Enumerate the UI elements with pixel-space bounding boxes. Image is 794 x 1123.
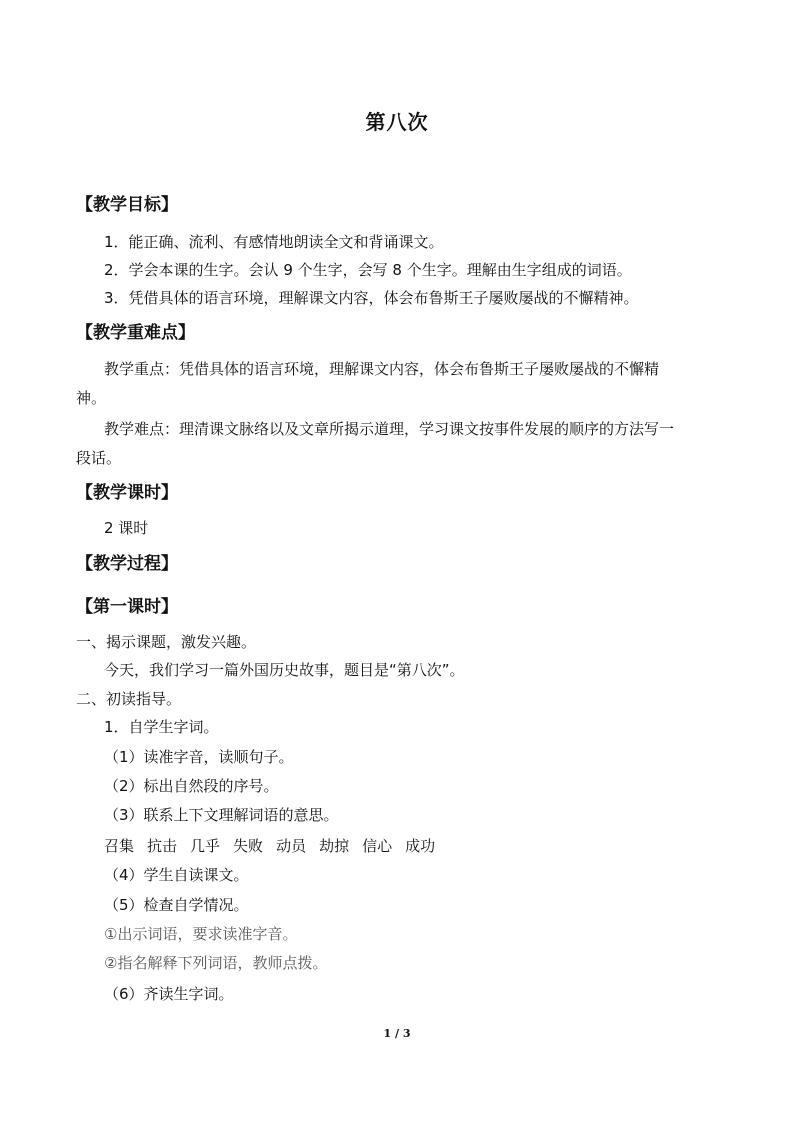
word-list xyxy=(104,836,435,856)
vocab-word: 劫掠 xyxy=(319,837,350,855)
circled-item: ①出示词语，要求读准字音。 xyxy=(104,925,298,943)
vocab-word: 信心 xyxy=(362,837,393,855)
page-title: 第八次 xyxy=(365,110,429,134)
sub-item: （6）齐读生字词。 xyxy=(104,985,234,1003)
sub-step: 1．自学生字词。 xyxy=(104,718,219,736)
section-heading-hours: 【教学课时】 xyxy=(76,483,178,503)
sub-item: （1）读准字音，读顺句子。 xyxy=(104,748,294,766)
vocab-word: 失败 xyxy=(233,837,264,855)
sub-item: （2）标出自然段的序号。 xyxy=(104,777,279,795)
section-heading-first-lesson: 【第一课时】 xyxy=(76,597,178,617)
goal-item: 3．凭借具体的语言环境，理解课文内容，体会布鲁斯王子屡败屡战的不懈精神。 xyxy=(104,289,639,307)
vocab-word: 抗击 xyxy=(147,837,178,855)
step-text: 今天，我们学习一篇外国历史故事，题目是“第八次”。 xyxy=(104,661,465,679)
step-heading: 二、初读指导。 xyxy=(76,690,182,708)
section-heading-goals: 【教学目标】 xyxy=(76,195,178,215)
vocab-word: 几乎 xyxy=(190,837,221,855)
page-number: 1 / 3 xyxy=(383,1027,411,1040)
sub-item: （5）检查自学情况。 xyxy=(104,896,249,914)
teaching-difficulty-line: 教学难点：理清课文脉络以及文章所揭示道理，学习课文按事件发展的顺序的方法写一 xyxy=(104,420,675,438)
sub-item: （3）联系上下文理解词语的意思。 xyxy=(104,806,339,824)
goal-item: 1．能正确、流利、有感情地朗读全文和背诵课文。 xyxy=(104,233,444,251)
teaching-focus-line: 教学重点：凭借具体的语言环境，理解课文内容，体会布鲁斯王子屡败屡战的不懈精 xyxy=(104,360,660,378)
section-heading-key-points: 【教学重难点】 xyxy=(76,323,195,343)
lesson-hours-value: 2 课时 xyxy=(104,519,149,537)
teaching-difficulty-line: 段话。 xyxy=(76,449,122,467)
step-heading: 一、揭示课题，激发兴趣。 xyxy=(76,633,257,651)
vocab-word: 召集 xyxy=(104,837,135,855)
vocab-word: 动员 xyxy=(276,837,307,855)
sub-item: （4）学生自读课文。 xyxy=(104,866,249,884)
teaching-focus-line: 神。 xyxy=(76,389,107,407)
circled-item: ②指名解释下列词语，教师点拨。 xyxy=(104,954,328,972)
vocab-word: 成功 xyxy=(405,837,436,855)
goal-item: 2．学会本课的生字。会认 9 个生字，会写 8 个生字。理解由生字组成的词语。 xyxy=(104,261,632,279)
section-heading-process: 【教学过程】 xyxy=(76,554,178,574)
